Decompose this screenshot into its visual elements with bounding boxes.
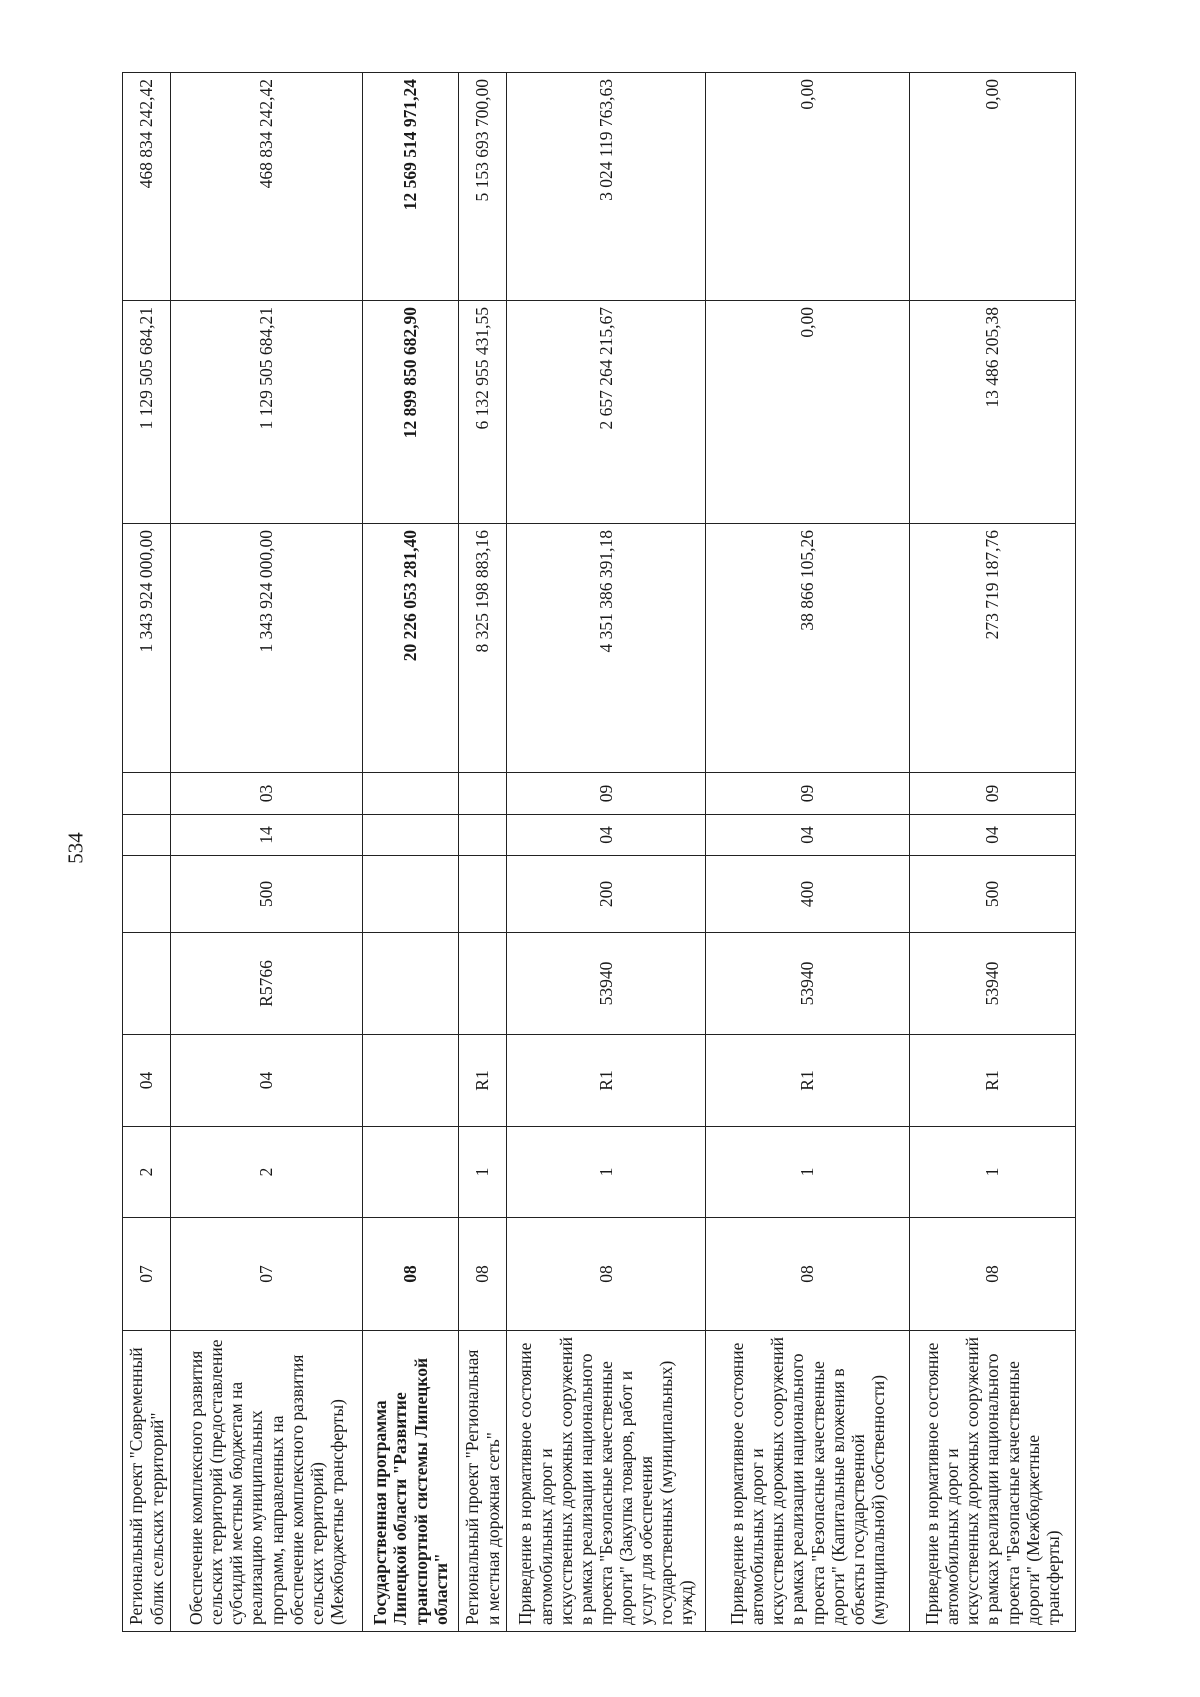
- subprogram-code: 2: [171, 1127, 363, 1218]
- amount-year-2: 1 129 505 684,21: [123, 301, 171, 524]
- program-code: 08: [459, 1218, 507, 1331]
- row-name: Региональный проект "Современный облик сельских территорий": [123, 1331, 171, 1632]
- amount-year-3: 0,00: [910, 73, 1076, 301]
- subsection-code: 09: [910, 773, 1076, 815]
- row-name: Приведение в нормативное состояние автомобильных дорог и искусственных дорожных сооружений в рамках реализации национального проекта "Безопасные качественные дороги" (Закупка товаров, работ и услуг для обеспечения государственных (муниципальных) нужд): [507, 1331, 706, 1632]
- program-code: 08: [706, 1218, 910, 1331]
- program-code: 08: [910, 1218, 1076, 1331]
- amount-year-1: 8 325 198 883,16: [459, 524, 507, 773]
- event-code: R1: [459, 1035, 507, 1127]
- direction-code: 53940: [910, 933, 1076, 1035]
- amount-year-1: 20 226 053 281,40: [363, 524, 459, 773]
- amount-year-1: 1 343 924 000,00: [123, 524, 171, 773]
- amount-year-3: 468 834 242,42: [171, 73, 363, 301]
- subsection-code: [123, 773, 171, 815]
- subprogram-code: [363, 1127, 459, 1218]
- row-name: Государственная программа Липецкой области "Развитие транспортной системы Липецкой области": [363, 1331, 459, 1632]
- subsection-code: [459, 773, 507, 815]
- direction-code: R5766: [171, 933, 363, 1035]
- table-row: [910, 73, 1076, 1632]
- amount-year-3: 3 024 119 763,63: [507, 73, 706, 301]
- row-name: Приведение в нормативное состояние автомобильных дорог и искусственных дорожных сооружений в рамках реализации национального проекта "Безопасные качественные дороги" (Межбюджетные трансферты): [910, 1331, 1076, 1632]
- subsection-code: 09: [507, 773, 706, 815]
- table-row: [171, 73, 363, 1632]
- section-code: 14: [171, 815, 363, 856]
- program-code: 07: [123, 1218, 171, 1331]
- amount-year-3: 5 153 693 700,00: [459, 73, 507, 301]
- expense-type-code: 400: [706, 856, 910, 933]
- event-code: [363, 1035, 459, 1127]
- section-code: [363, 815, 459, 856]
- section-code: 04: [507, 815, 706, 856]
- direction-code: 53940: [507, 933, 706, 1035]
- subsection-code: 03: [171, 773, 363, 815]
- subprogram-code: 2: [123, 1127, 171, 1218]
- expense-type-code: 200: [507, 856, 706, 933]
- table-row: [123, 73, 171, 1632]
- table-row: [363, 73, 459, 1632]
- expense-type-code: [459, 856, 507, 933]
- direction-code: [123, 933, 171, 1035]
- event-code: 04: [171, 1035, 363, 1127]
- program-code: 08: [507, 1218, 706, 1331]
- expense-type-code: [363, 856, 459, 933]
- table-row: [706, 73, 910, 1632]
- amount-year-1: 273 719 187,76: [910, 524, 1076, 773]
- program-code: 07: [171, 1218, 363, 1331]
- amount-year-2: 2 657 264 215,67: [507, 301, 706, 524]
- page-number: 534: [63, 832, 88, 864]
- amount-year-2: 1 129 505 684,21: [171, 301, 363, 524]
- subprogram-code: 1: [507, 1127, 706, 1218]
- amount-year-2: 12 899 850 682,90: [363, 301, 459, 524]
- section-code: 04: [706, 815, 910, 856]
- expense-type-code: 500: [910, 856, 1076, 933]
- budget-table: [122, 72, 1076, 1632]
- subsection-code: [363, 773, 459, 815]
- subprogram-code: 1: [459, 1127, 507, 1218]
- subprogram-code: 1: [706, 1127, 910, 1218]
- amount-year-1: 1 343 924 000,00: [171, 524, 363, 773]
- event-code: R1: [706, 1035, 910, 1127]
- amount-year-2: 13 486 205,38: [910, 301, 1076, 524]
- section-code: 04: [910, 815, 1076, 856]
- event-code: R1: [507, 1035, 706, 1127]
- row-name: Приведение в нормативное состояние автомобильных дорог и искусственных дорожных сооружений в рамках реализации национального проекта "Безопасные качественные дороги" (Капитальные вложения в объекты государственной (муниципальной) собственности): [706, 1331, 910, 1632]
- direction-code: [363, 933, 459, 1035]
- section-code: [123, 815, 171, 856]
- amount-year-3: 0,00: [706, 73, 910, 301]
- row-name: Региональный проект "Региональная и местная дорожная сеть": [459, 1331, 507, 1632]
- expense-type-code: 500: [171, 856, 363, 933]
- subsection-code: 09: [706, 773, 910, 815]
- section-code: [459, 815, 507, 856]
- subprogram-code: 1: [910, 1127, 1076, 1218]
- budget-table-container: [122, 73, 1075, 1632]
- program-code: 08: [363, 1218, 459, 1331]
- amount-year-2: 6 132 955 431,55: [459, 301, 507, 524]
- table-row: [507, 73, 706, 1632]
- event-code: R1: [910, 1035, 1076, 1127]
- direction-code: 53940: [706, 933, 910, 1035]
- amount-year-3: 12 569 514 971,24: [363, 73, 459, 301]
- amount-year-1: 4 351 386 391,18: [507, 524, 706, 773]
- amount-year-3: 468 834 242,42: [123, 73, 171, 301]
- event-code: 04: [123, 1035, 171, 1127]
- row-name: Обеспечение комплексного развития сельских территорий (предоставление субсидий местным бюджетам на реализацию муниципальных программ, направленных на обеспечение комплексного развития сельских территорий) (Межбюджетные трансферты): [171, 1331, 363, 1632]
- table-row: [459, 73, 507, 1632]
- expense-type-code: [123, 856, 171, 933]
- amount-year-2: 0,00: [706, 301, 910, 524]
- amount-year-1: 38 866 105,26: [706, 524, 910, 773]
- direction-code: [459, 933, 507, 1035]
